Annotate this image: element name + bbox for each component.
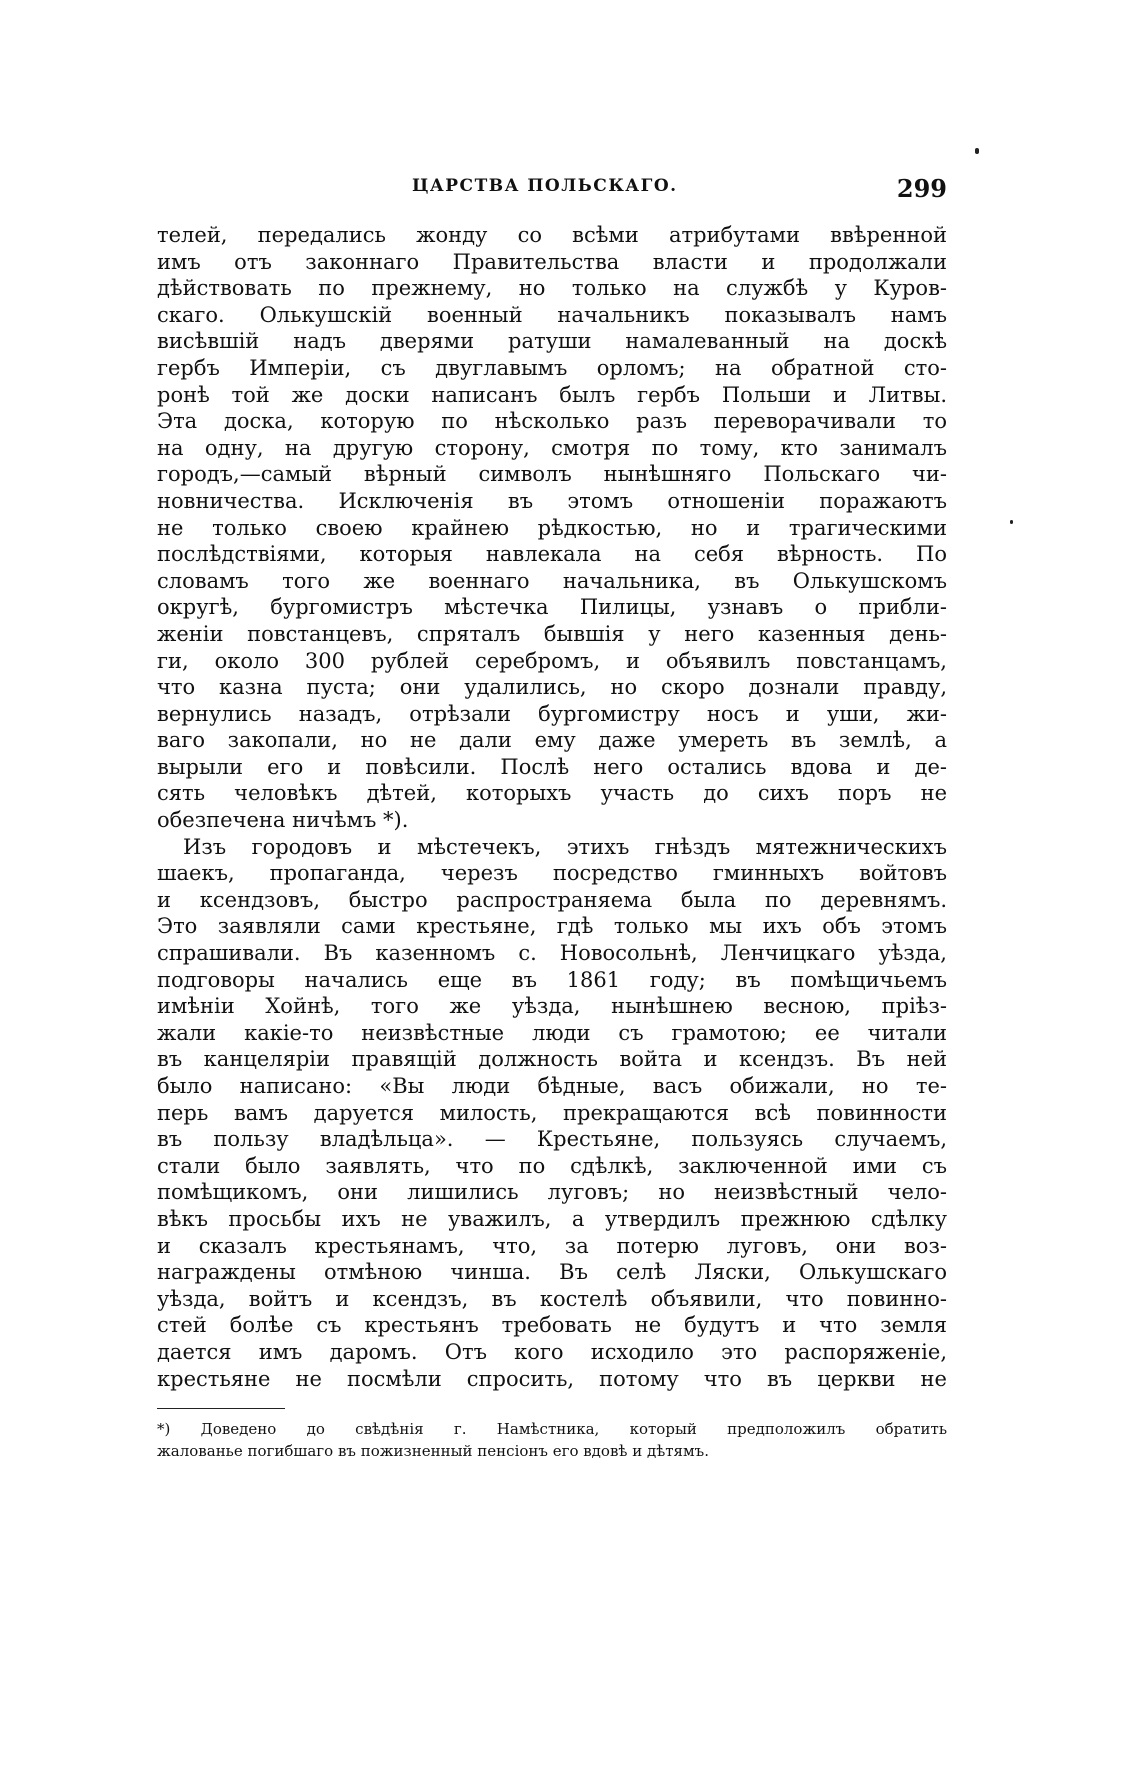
footnote-line: жалованье погибшаго въ пожизненный пенсіонъ его вдовѣ и дѣтямъ. xyxy=(157,1442,709,1460)
text-line: ги, около 300 рублей серебромъ, и объявилъ повстанцамъ, xyxy=(157,648,947,673)
text-line: жали какіе-то неизвѣстные люди съ грамотою; ее читали xyxy=(157,1020,947,1045)
text-line: вернулись назадъ, отрѣзали бургомистру носъ и уши, жи- xyxy=(157,701,947,726)
text-line: имѣніи Хойнѣ, того же уѣзда, нынѣшнею весною, пріѣз- xyxy=(157,994,947,1019)
text-line: крестьяне не посмѣли спросить, потому что въ церкви не xyxy=(157,1366,947,1391)
text-line: новничества. Исключенія въ этомъ отношеніи поражаютъ xyxy=(157,488,947,513)
text-line: вѣкъ просьбы ихъ не уважилъ, а утвердилъ прежнюю сдѣлку xyxy=(157,1206,947,1231)
ink-speck-mark xyxy=(1010,520,1013,524)
ink-speck-mark xyxy=(975,148,979,154)
text-line: городъ,—самый вѣрный символъ нынѣшняго Польскаго чи- xyxy=(157,462,947,487)
text-line: спрашивали. Въ казенномъ с. Новосольнѣ, Ленчицкаго уѣзда, xyxy=(157,941,947,966)
text-line: стали было заявлять, что по сдѣлкѣ, заключенной ими съ xyxy=(157,1153,947,1178)
text-line: скаго. Олькушскій военный начальникъ показывалъ намъ xyxy=(157,302,947,327)
text-line: женіи повстанцевъ, спряталъ бывшія у него казенныя день- xyxy=(157,621,947,646)
text-line: перь вамъ даруется милость, прекращаются всѣ повинности xyxy=(157,1100,947,1125)
text-line: ваго закопали, но не дали ему даже умереть въ землѣ, а xyxy=(157,728,947,753)
text-line: и сказалъ крестьянамъ, что, за потерю луговъ, они воз- xyxy=(157,1233,947,1258)
text-line: что казна пуста; они удалились, но скоро дознали правду, xyxy=(157,675,947,700)
text-line: уѣзда, войтъ и ксендзъ, въ костелѣ объявили, что повинно- xyxy=(157,1286,947,1311)
paragraph-first-line: Изъ городовъ и мѣстечекъ, этихъ гнѣздъ мятежническихъ xyxy=(183,834,947,859)
text-line: сять человѣкъ дѣтей, которыхъ участь до сихъ поръ не xyxy=(157,781,947,806)
text-line: округѣ, бургомистръ мѣстечка Пилицы, узнавъ о прибли- xyxy=(157,595,947,620)
page-header xyxy=(157,176,947,208)
main-text xyxy=(157,222,947,1392)
paragraph-last-line: обезпечена ничѣмъ *). xyxy=(157,808,409,833)
text-line: награждены отмѣною чинша. Въ селѣ Ляски, Олькушскаго xyxy=(157,1260,947,1285)
text-line: шаекъ, пропаганда, черезъ посредство гминныхъ войтовъ xyxy=(157,861,947,886)
running-title: ЦАРСТВА ПОЛЬСКАГО. xyxy=(412,176,678,196)
text-line: Эта доска, которую по нѣсколько разъ переворачивали то xyxy=(157,409,947,434)
text-line: въ пользу владѣльца». — Крестьяне, пользуясь случаемъ, xyxy=(157,1127,947,1152)
footnote xyxy=(157,1418,947,1462)
footnote-rule xyxy=(157,1408,285,1409)
text-line: дѣйствовать по прежнему, но только на службѣ у Куров- xyxy=(157,276,947,301)
text-line: подговоры начались еще въ 1861 году; въ помѣщичьемъ xyxy=(157,967,947,992)
text-line: Это заявляли сами крестьяне, гдѣ только мы ихъ объ этомъ xyxy=(157,914,947,939)
footnote-line: *) Доведено до свѣдѣнія г. Намѣстника, который предположилъ обратить xyxy=(157,1420,947,1438)
text-line: было написано: «Вы люди бѣдные, васъ обижали, но те- xyxy=(157,1074,947,1098)
text-line: и ксендзовъ, быстро распространяема была по деревнямъ. xyxy=(157,887,947,912)
text-line: словамъ того же военнаго начальника, въ Олькушскомъ xyxy=(157,568,947,593)
text-line: имъ отъ законнаго Правительства власти и продолжали xyxy=(157,249,947,274)
text-line: въ канцеляріи правящій должность войта и ксендзъ. Въ ней xyxy=(157,1047,947,1072)
text-line: стей болѣе съ крестьянъ требовать не будутъ и что земля xyxy=(157,1313,947,1338)
text-line: висѣвшій надъ дверями ратуши намалеванный на доскѣ xyxy=(157,329,947,354)
text-line: послѣдствіями, которыя навлекала на себя вѣрность. По xyxy=(157,542,947,567)
text-line: помѣщикомъ, они лишились луговъ; но неизвѣстный чело- xyxy=(157,1180,947,1205)
text-line: телей, передались жонду со всѣми атрибутами ввѣренной xyxy=(157,223,947,247)
text-line: гербъ Имперіи, съ двуглавымъ орломъ; на обратной сто- xyxy=(157,355,947,380)
text-line: дается имъ даромъ. Отъ кого исходило это распоряженіе, xyxy=(157,1339,947,1364)
text-line: ронѣ той же доски написанъ былъ гербъ Польши и Литвы. xyxy=(157,382,947,407)
text-line: вырыли его и повѣсили. Послѣ него остались вдова и де- xyxy=(157,754,947,779)
text-line: на одну, на другую сторону, смотря по тому, кто занималъ xyxy=(157,435,947,460)
text-line: не только своею крайнею рѣдкостью, но и трагическими xyxy=(157,515,947,540)
page-number: 299 xyxy=(896,174,947,203)
